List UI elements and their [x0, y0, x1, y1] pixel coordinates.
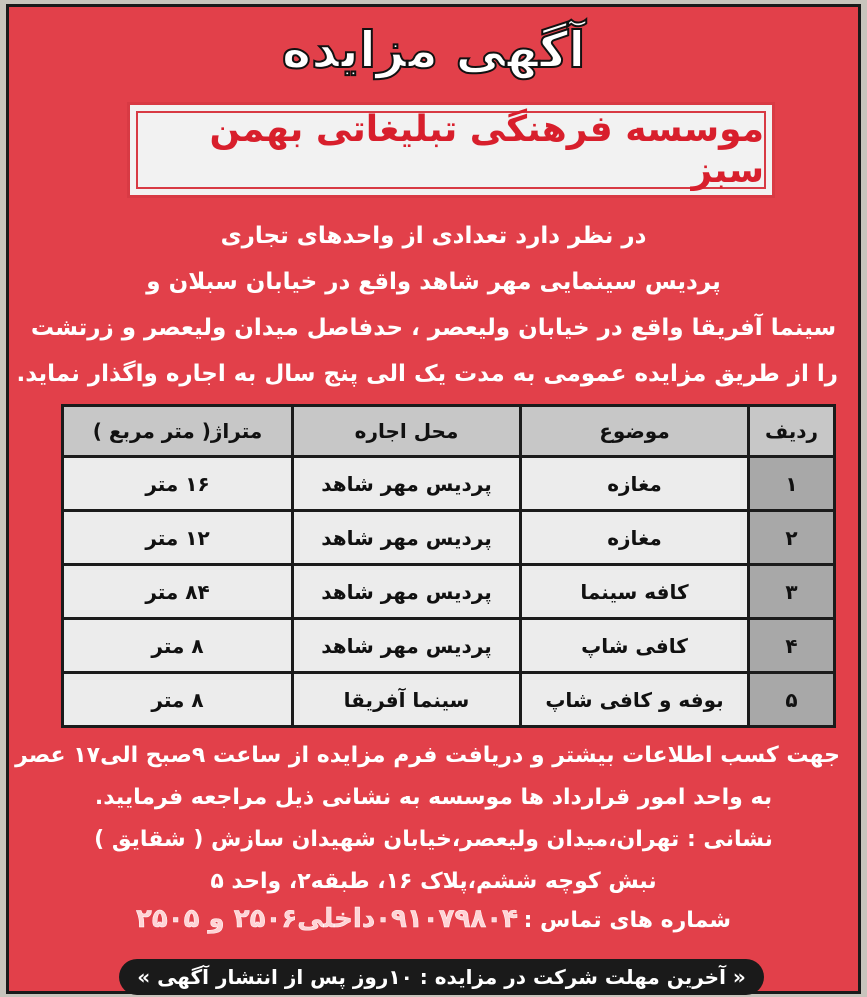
- cell-radif: ۴: [749, 619, 835, 673]
- header-location: محل اجاره: [293, 406, 521, 457]
- address-line: نشانی : تهران،میدان ولیعصر،خیابان شهیدان سازش ( شقایق ): [94, 827, 773, 852]
- header-area: متراژ( متر مربع ): [63, 406, 293, 457]
- cell-location: پردیس مهر شاهد: [293, 565, 521, 619]
- organization-name: موسسه فرهنگی تبلیغاتی بهمن سبز: [209, 109, 764, 191]
- intro-line: را از طریق مزایده عمومی به مدت یک الی پنج سال به اجاره واگذار نماید.: [16, 361, 838, 387]
- cell-area: ۸۴ متر: [63, 565, 293, 619]
- header-subject: موضوع: [521, 406, 749, 457]
- cell-radif: ۳: [749, 565, 835, 619]
- organization-box-inner: [136, 111, 766, 189]
- address-line: نبش کوچه ششم،پلاک ۱۶، طبقه۲، واحد ۵: [210, 869, 657, 894]
- notice-title: آگهی مزایده: [281, 21, 586, 79]
- table-row: [63, 457, 835, 511]
- cell-area: ۸ متر: [63, 619, 293, 673]
- table-header-row: [63, 406, 835, 457]
- units-table: [61, 404, 836, 728]
- intro-text: [16, 213, 838, 397]
- contact-info: [15, 735, 840, 903]
- cell-location: پردیس مهر شاهد: [293, 457, 521, 511]
- organization-box: [127, 102, 775, 198]
- cell-radif: ۱: [749, 457, 835, 511]
- cell-area: ۸ متر: [63, 673, 293, 727]
- cell-radif: ۲: [749, 511, 835, 565]
- info-line: به واحد امور قرارداد ها موسسه به نشانی ذیل مراجعه فرمایید.: [94, 785, 773, 810]
- cell-location: پردیس مهر شاهد: [293, 511, 521, 565]
- cell-radif: ۵: [749, 673, 835, 727]
- cell-location: پردیس مهر شاهد: [293, 619, 521, 673]
- phone-value: ۰۹۱۰۷۹۸۰۴داخلی۲۵۰۶ و ۲۵۰۵: [136, 904, 518, 934]
- deadline-banner: « آخرین مهلت شرکت در مزایده : ۱۰روز پس از انتشار آگهی »: [119, 959, 764, 995]
- table-row: [63, 673, 835, 727]
- table-row: [63, 511, 835, 565]
- cell-area: ۱۲ متر: [63, 511, 293, 565]
- info-line: جهت کسب اطلاعات بیشتر و دریافت فرم مزایده از ساعت ۹صبح الی۱۷ عصر: [15, 743, 840, 768]
- cell-location: سینما آفریقا: [293, 673, 521, 727]
- table-row: [63, 565, 835, 619]
- auction-notice: [6, 4, 861, 994]
- phone-label: شماره های تماس :: [523, 908, 731, 933]
- cell-subject: کافه سینما: [521, 565, 749, 619]
- header-radif: ردیف: [749, 406, 835, 457]
- cell-subject: مغازه: [521, 457, 749, 511]
- intro-line: پردیس سینمایی مهر شاهد واقع در خیابان سبلان و: [146, 269, 721, 295]
- cell-subject: کافی شاپ: [521, 619, 749, 673]
- cell-subject: مغازه: [521, 511, 749, 565]
- intro-line: در نظر دارد تعدادی از واحدهای تجاری: [220, 223, 647, 249]
- phone-numbers: [27, 904, 840, 934]
- intro-line: سینما آفریقا واقع در خیابان ولیعصر ، حدفاصل میدان ولیعصر و زرتشت: [30, 315, 837, 341]
- cell-area: ۱۶ متر: [63, 457, 293, 511]
- cell-subject: بوفه و کافی شاپ: [521, 673, 749, 727]
- table-row: [63, 619, 835, 673]
